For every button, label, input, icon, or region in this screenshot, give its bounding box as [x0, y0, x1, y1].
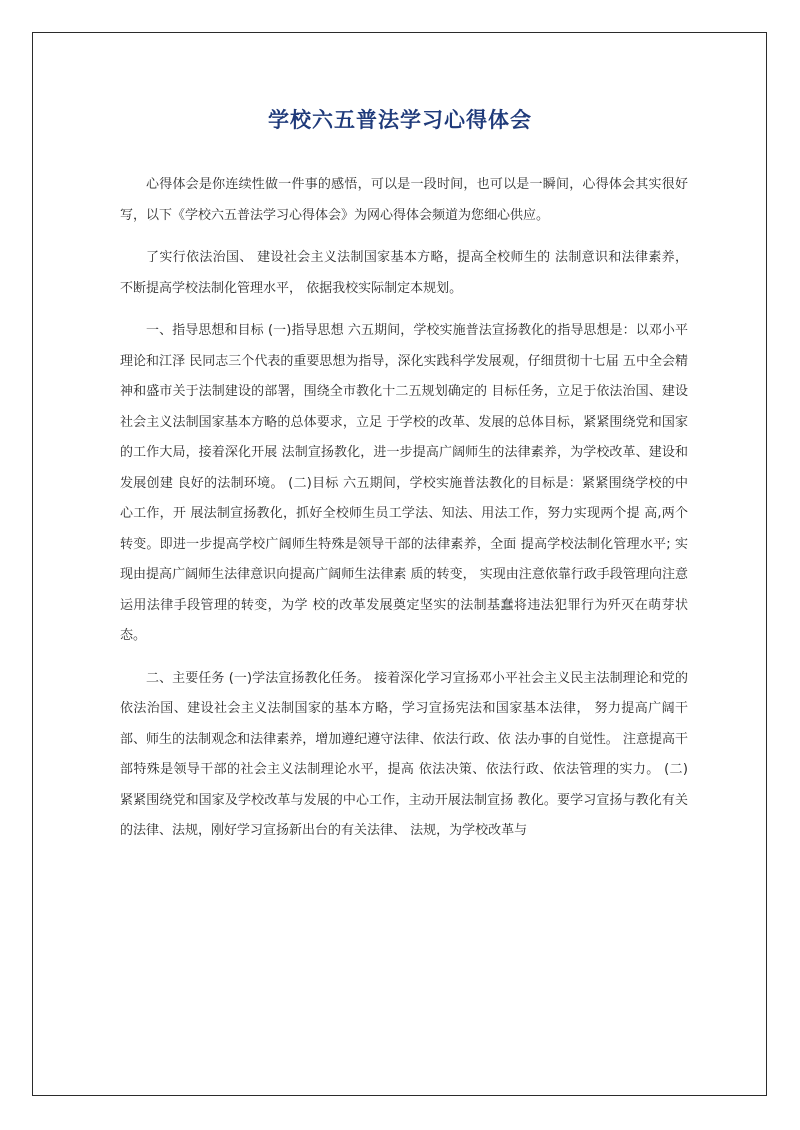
- paragraph-main-tasks: 二、主要任务 (一)学法宣扬教化任务。 接着深化学习宣扬邓小平社会主义民主法制理论和党的 依法治国、建设社会主义法制国家的基本方略，学习宣扬宪法和国家基本法律， 努力提高广阔干部、师生的法制观念和法律素养，增加遵纪遵守法律、依法行政、依 法办事的自觉性。 注意提高干部特殊是领导干部的社会主义法制理论水平，提高 依法决策、依法行政、依法管理的实力。 (二) 紧紧围绕党和国家及学校改革与发展的中心工作，主动开展法制宣扬 教化。要学习宣扬与教化有关的法律、法规，刚好学习宣扬新出台的有关法律、 法规，为学校改革与: [120, 670, 688, 838]
- document-body: [120, 170, 688, 859]
- paragraph-purpose: 了实行依法治国、 建设社会主义法制国家基本方略，提高全校师生的 法制意识和法律素养， 不断提高学校法制化管理水平， 依据我校实际制定本规划。: [120, 250, 688, 296]
- document-title: 学校六五普法学习心得体会: [268, 108, 532, 132]
- paragraph-guiding-ideology: 一、指导思想和目标 (一)指导思想 六五期间，学校实施普法宣扬教化的指导思想是：以邓小平理论和江泽 民同志三个代表的重要思想为指导，深化实践科学发展观，仔细贯彻十七届 五中全会精神和盛市关于法制建设的部署，围绕全市教化十二五规划确定的 目标任务，立足于依法治国、建设社会主义法制国家基本方略的总体要求，立足 于学校的改革、发展的总体目标，紧紧围绕党和国家的工作大局，接着深化开展 法制宣扬教化，进一步提高广阔师生的法律素养，为学校改革、建设和发展创建 良好的法制环境。 (二)目标 六五期间，学校实施普法教化的目标是：紧紧围绕学校的中心工作，开 展法制宣扬教化，抓好全校师生员工学法、知法、用法工作，努力实现两个提 高,两个转变。即进一步提高学校广阔师生特殊是领导干部的法律素养，全面 提高学校法制化管理水平; 实现由提高广阔师生法律意识向提高广阔师生法律素 质的转变， 实现由注意依靠行政手段管理向注意运用法律手段管理的转变，为学 校的改革发展奠定坚实的法制基蠢将违法犯罪行为歼灭在萌芽状态。: [120, 323, 688, 643]
- paragraph-intro: 心得体会是你连续性做一件事的感悟，可以是一段时间，也可以是一瞬间，心得体会其实很好写，以下《学校六五普法学习心得体会》为网心得体会频道为您细心供应。: [120, 177, 688, 223]
